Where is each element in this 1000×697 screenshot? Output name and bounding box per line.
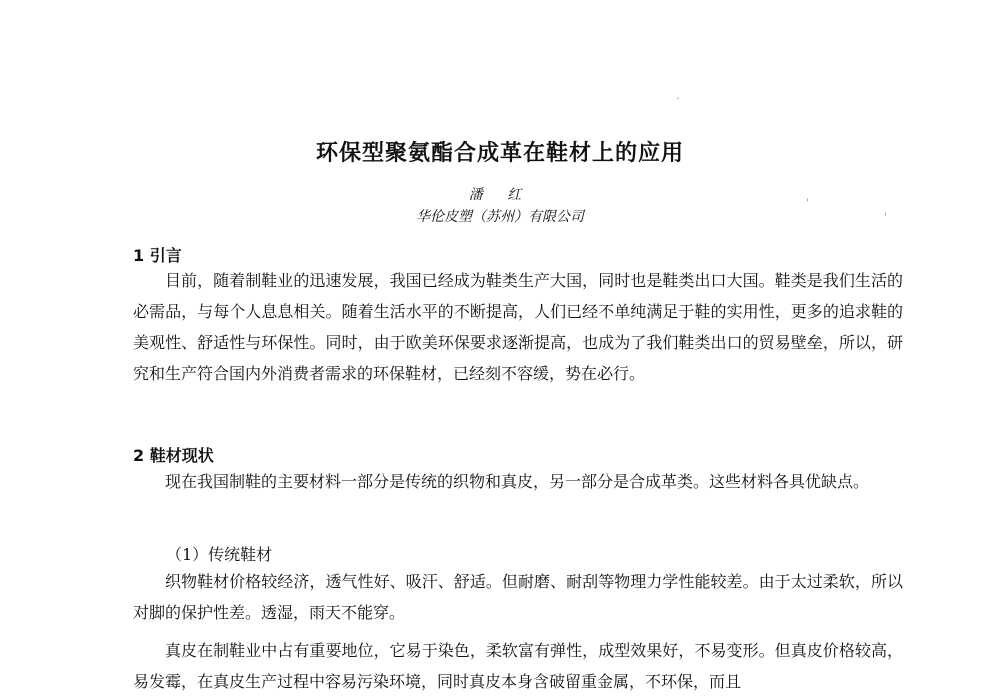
scan-speck: ': [884, 212, 887, 223]
section-heading-materials: 2 鞋材现状: [133, 446, 214, 465]
paper-title: 环保型聚氨酯合成革在鞋材上的应用: [315, 141, 684, 166]
scan-speck: `: [676, 98, 681, 109]
materials-paragraph: 现在我国制鞋的主要材料一部分是传统的织物和真皮，另一部分是合成革类。这些材料各具优缺点。: [165, 472, 870, 491]
section-heading-intro: 1 引言: [133, 246, 182, 265]
textile-paragraph: 织物鞋材价格较经济，透气性好、吸汗、舒适。但耐磨、耐刮等物理力学性能较差。由于太过柔软，所以对脚的保护性差。透湿，雨天不能穿。: [133, 572, 903, 622]
author-name: 潘 红: [468, 187, 532, 203]
leather-paragraph: 真皮在制鞋业中占有重要地位，它易于染色，柔软富有弹性，成型效果好，不易变形。但真皮价格较高，易发霉，在真皮生产过程中容易污染环境，同时真皮本身含破留重金属，不环保，而且: [133, 641, 903, 691]
author-affiliation: 华伦皮塑（苏州）有限公司: [416, 209, 584, 225]
subsection-heading-traditional: （1）传统鞋材: [166, 545, 273, 564]
scan-speck: ': [806, 198, 809, 209]
intro-paragraph: 目前，随着制鞋业的迅速发展，我国已经成为鞋类生产大国，同时也是鞋类出口大国。鞋类是我们生活的必需品，与每个人息息相关。随着生活水平的不断提高，人们已经不单纯满足于鞋的实用性，更多的追求鞋的美观性、舒适性与环保性。同时，由于欧美环保要求逐渐提高，也成为了我们鞋类出口的贸易壁垒，所以，研究和生产符合国内外消费者需求的环保鞋材，已经刻不容缓，势在必行。: [133, 271, 903, 383]
